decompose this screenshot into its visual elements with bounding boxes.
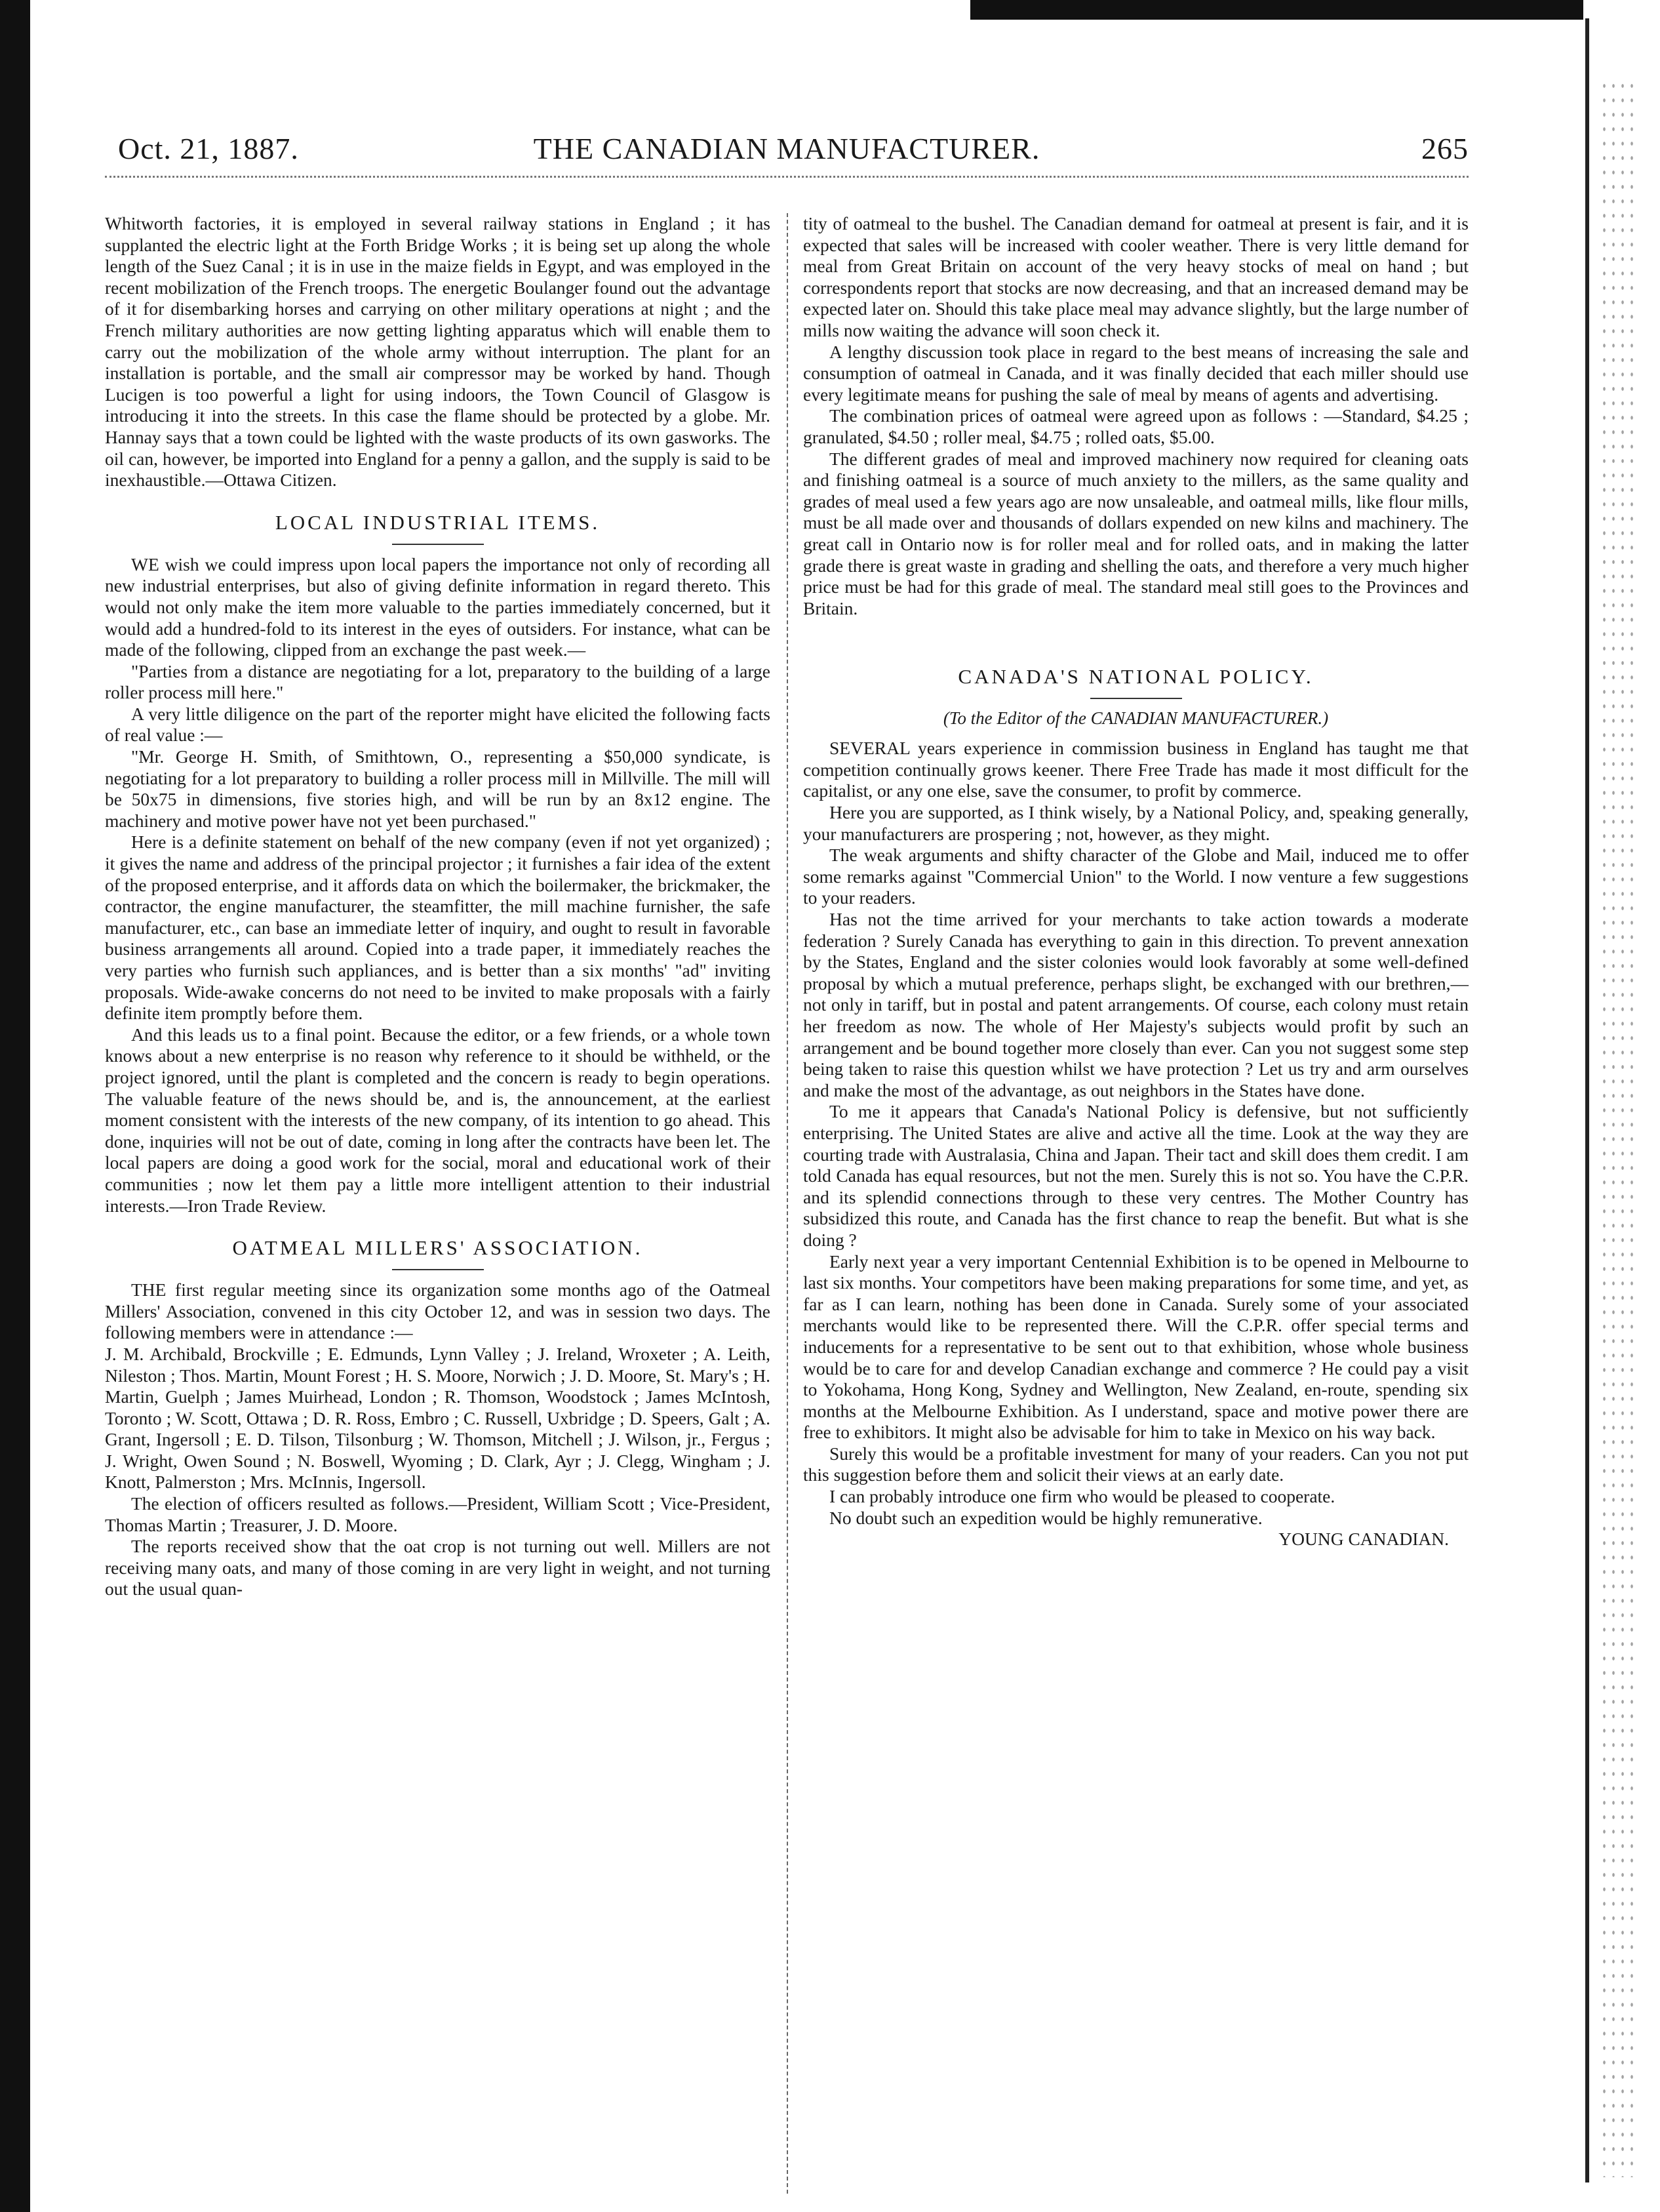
- article-paragraph: And this leads us to a final point. Because the editor, or a few friends, or a whole town knows about a new enterprise is no reason why reference to it should be withheld, or the project ignored, until the plant is completed and the concern is ready to begin operations. The valuable feature of the news should be, and is, the announcement, at the earliest moment consistent with the interests of the new company, of its intention to go ahead. This done, inquiries will not be out of date, coming in long after the contracts have been let. The local papers are doing a good work for the social, moral and educational work of their communities ; now let them pay a little more intelligent attention to their industrial interests.—Iron Trade Review.: [105, 1024, 770, 1216]
- article-paragraph: A lengthy discussion took place in regard to the best means of increasing the sale and consumption of oatmeal in Canada, and it was finally decided that each miller should use every legitimate means for pushing the sale of meal by means of agents and advertising.: [803, 341, 1469, 405]
- continued-paragraph: tity of oatmeal to the bushel. The Canadian demand for oatmeal at present is fair, and it is expected that sales will be increased with cooler weather. There is very little demand for meal from Great Britain on account of the very heavy stocks of meal on hand ; but correspondents report that stocks are now decreasing, and that an increased demand may be expected later on. Should this take place meal may advance slightly, but the large number of mills now waiting the advance will soon check it.: [803, 213, 1469, 340]
- section-heading-national-policy: CANADA'S NATIONAL POLICY.: [958, 665, 1314, 689]
- letter-paragraph: The weak arguments and shifty character of the Globe and Mail, induced me to offer some remarks against "Commercial Union" to the World. I now venture a few suggestions to your readers.: [803, 845, 1469, 908]
- section-heading-oatmeal-millers: OATMEAL MILLERS' ASSOCIATION.: [232, 1236, 643, 1260]
- letter-paragraph: Has not the time arrived for your merchants to take action towards a moderate federation ? Surely Canada has everything to gain in this direction. To prevent annexation by the States, England and the sister colonies would look favorably at some well-defined proposal by which a mutual preference, perhaps slight, be exchanged with our brethren,—not only in tariff, but in postal and patent arrangements. Of course, each colony must retain her freedom as now. The whole of Her Majesty's subjects would profit by such an arrangement and be bound together more closely than ever. Can you not suggest some step being taken to raise this question whilst we have protection ? Let us try and arm ourselves and make the most of the advantage, as out neighbors in the States have done.: [803, 909, 1469, 1100]
- article-paragraph: WE wish we could impress upon local papers the importance not only of recording all new industrial enterprises, but also of giving definite information in regard thereto. This would not only make the item more valuable to the parties immediately concerned, but it would add a hundred-fold to its interest in the eyes of outsiders. For instance, what can be made of the following, clipped from an exchange the past week.—: [105, 553, 770, 660]
- scan-top-border: [970, 0, 1583, 20]
- continued-paragraph: Whitworth factories, it is employed in several railway stations in England ; it has supplanted the electric light at the Forth Bridge Works ; it is being set up along the whole length of the Suez Canal ; it is in use in the maize fields in Egypt, and was employed in the recent mobilization of the French troops. The energetic Boulanger found out the advantage of it for disembarking horses and carrying on other military operations at night ; and the French military authorities are now getting lighting apparatus which will enable them to carry out the mobilization of the whole army without interruption. The plant for an installation is portable, and the small air compressor may be worked by hand. Though Lucigen is too powerful a light for using indoors, the Town Council of Glasgow is introducing it into the streets. In this case the flame should be protected by a globe. Mr. Hannay says that a town could be lighted with the waste products of its own gasworks. The oil can, however, be imported into England for a penny a gallon, and the supply is said to be inexhaustible.—Ottawa Citizen.: [105, 213, 770, 491]
- member-list: J. M. Archibald, Brockville ; E. Edmunds, Lynn Valley ; J. Ireland, Wroxeter ; A. Leith, Nileston ; Thos. Martin, Mount Forest ; H. S. Moore, Norwich ; J. D. Moore, St. Mary's ; H. Martin, Guelph ; James Muirhead, London ; R. Thomson, Woodstock ; James McIntosh, Toronto ; W. Scott, Ottawa ; D. R. Ross, Embro ; C. Russell, Uxbridge ; D. Speers, Galt ; A. Grant, Ingersoll ; E. D. Tilson, Tilsonburg ; W. Thomson, Mitchell ; J. Wilson, jr., Fergus ; J. Wright, Owen Sound ; N. Boswell, Wyoming ; D. Clark, Ayr ; J. Clegg, Wingham ; J. Knott, Palmerston ; Mrs. McInnis, Ingersoll.: [105, 1343, 770, 1493]
- letter-paragraph: Surely this would be a profitable investment for many of your readers. Can you not put this suggestion before them and solicit their views at an early date.: [803, 1443, 1469, 1485]
- article-paragraph: The different grades of meal and improved machinery now required for cleaning oats and finishing oatmeal is a source of much anxiety to the millers, as the same quality and grades of meal used a few years ago are now unsaleable, and oatmeal mills, like flour mills, must be all made over and thousands of dollars expended on new kilns and machinery. The great call in Ontario now is for roller meal and for rolled oats, and in making the latter grade there is great waste in grading and shelling the oats, and therefore a very much higher price must be had for this grade of meal. The standard meal still goes to the Provinces and Britain.: [803, 448, 1469, 618]
- newspaper-page: [105, 118, 1469, 1599]
- letter-paragraph: Here you are supported, as I think wisely, by a National Policy, and, speaking generally, your manufacturers are prospering ; not, however, as they might.: [803, 802, 1469, 844]
- letter-paragraph: Early next year a very important Centennial Exhibition is to be opened in Melbourne to last six months. Your competitors have been making preparations for some time, and yet, as far as I can learn, nothing has been done in Canada. Surely some of your associated merchants would like to be represented there. Will the C.P.R. offer special terms and inducements for a representative to be sent out to that exhibition, whose whole business would be to care for and develop Canadian exchange and commerce ? He could pay a visit to Yokohama, Hong Kong, Sydney and Wellington, New Zealand, en-route, spending six months at the Melbourne Exhibition. As I understand, space and motive power there are free to exhibitors. It might also be advisable for him to take in Mexico on his way back.: [803, 1251, 1469, 1443]
- article-paragraph: A very little diligence on the part of the reporter might have elicited the following facts of real value :—: [105, 703, 770, 746]
- letter-address-line: (To the Editor of the CANADIAN MANUFACTURER.): [943, 708, 1329, 729]
- letter-paragraph: SEVERAL years experience in commission business in England has taught me that competition continually grows keener. There Free Trade has made it most difficult for the capitalist, or any one else, save the consumer, to profit by commerce.: [803, 738, 1469, 801]
- scan-right-edge: [1585, 18, 1589, 2182]
- heading-rule: [392, 1269, 484, 1270]
- right-column: [803, 213, 1469, 1550]
- letter-paragraph: To me it appears that Canada's National Policy is defensive, but not sufficiently enterprising. The United States are alive and active all the time. Look at the way they are courting trade with Australasia, China and Japan. Their tact and skill does them credit. I am told Canada has equal resources, but not the men. Surely this is not so. You have the C.P.R. and its splendid connections through to these very centres. The Mother Country has subsidized this route, and Canada has the first chance to reap the benefit. But what is she doing ?: [803, 1101, 1469, 1250]
- heading-rule: [392, 544, 484, 545]
- issue-date: Oct. 21, 1887.: [118, 132, 299, 165]
- left-column: [105, 213, 770, 1600]
- letter-paragraph: I can probably introduce one firm who would be pleased to cooperate.: [829, 1486, 1335, 1507]
- publication-title: THE CANADIAN MANUFACTURER.: [533, 132, 1040, 165]
- article-paragraph: The election of officers resulted as follows.—President, William Scott ; Vice-President, Thomas Martin ; Treasurer, J. D. Moore.: [105, 1493, 770, 1535]
- letter-paragraph: No doubt such an expedition would be highly remunerative.: [829, 1507, 1263, 1528]
- scan-binding-perforation: [1600, 79, 1639, 2177]
- article-columns: [105, 213, 1469, 2194]
- quoted-item: "Mr. George H. Smith, of Smithtown, O., representing a $50,000 syndicate, is negotiating for a lot preparatory to building a roller process mill in Millville. The mill will be 50x75 in dimensions, five stories high, and will be run by an 8x12 engine. The machinery and motive power have not yet been purchased.": [105, 746, 770, 831]
- column-divider: [787, 213, 788, 2194]
- header-rule: [105, 176, 1469, 178]
- scan-left-border: [0, 0, 30, 2212]
- quoted-item: "Parties from a distance are negotiating for a lot, preparatory to the building of a large roller process mill here.": [105, 660, 770, 703]
- article-paragraph: Here is a definite statement on behalf of the new company (even if not yet organized) ; it gives the name and address of the principal projector ; it furnishes a fair idea of the extent of the proposed enterprise, and it affords data on which the boilermaker, the brickmaker, the contractor, the engine manufacturer, the steamfitter, the mill machine furnisher, the safe manufacturer, etc., can base an immediate letter of inquiry, and ought to result in favorable business arrangements all around. Copied into a trade paper, it immediately reaches the very parties who furnish such appliances, and is better than a six months' "ad" inviting proposals. Wide-awake concerns do not need to be invited to make proposals with a fairly definite item promptly before them.: [105, 832, 770, 1024]
- page-number: 265: [1421, 132, 1469, 165]
- article-paragraph: The combination prices of oatmeal were agreed upon as follows : —Standard, $4.25 ; granulated, $4.50 ; roller meal, $4.75 ; rolled oats, $5.00.: [803, 405, 1469, 447]
- article-paragraph: The reports received show that the oat crop is not turning out well. Millers are not receiving many oats, and many of those coming in are very light in weight, and not turning out the usual quan-: [105, 1536, 770, 1599]
- article-paragraph: THE first regular meeting since its organization some months ago of the Oatmeal Millers' Association, convened in this city October 12, and was in session two days. The following members were in attendance :—: [105, 1279, 770, 1343]
- heading-rule: [1090, 698, 1182, 699]
- section-heading-local-industrial: LOCAL INDUSTRIAL ITEMS.: [275, 510, 601, 534]
- page-header: [105, 118, 1469, 177]
- letter-signature: YOUNG CANADIAN.: [1278, 1529, 1449, 1550]
